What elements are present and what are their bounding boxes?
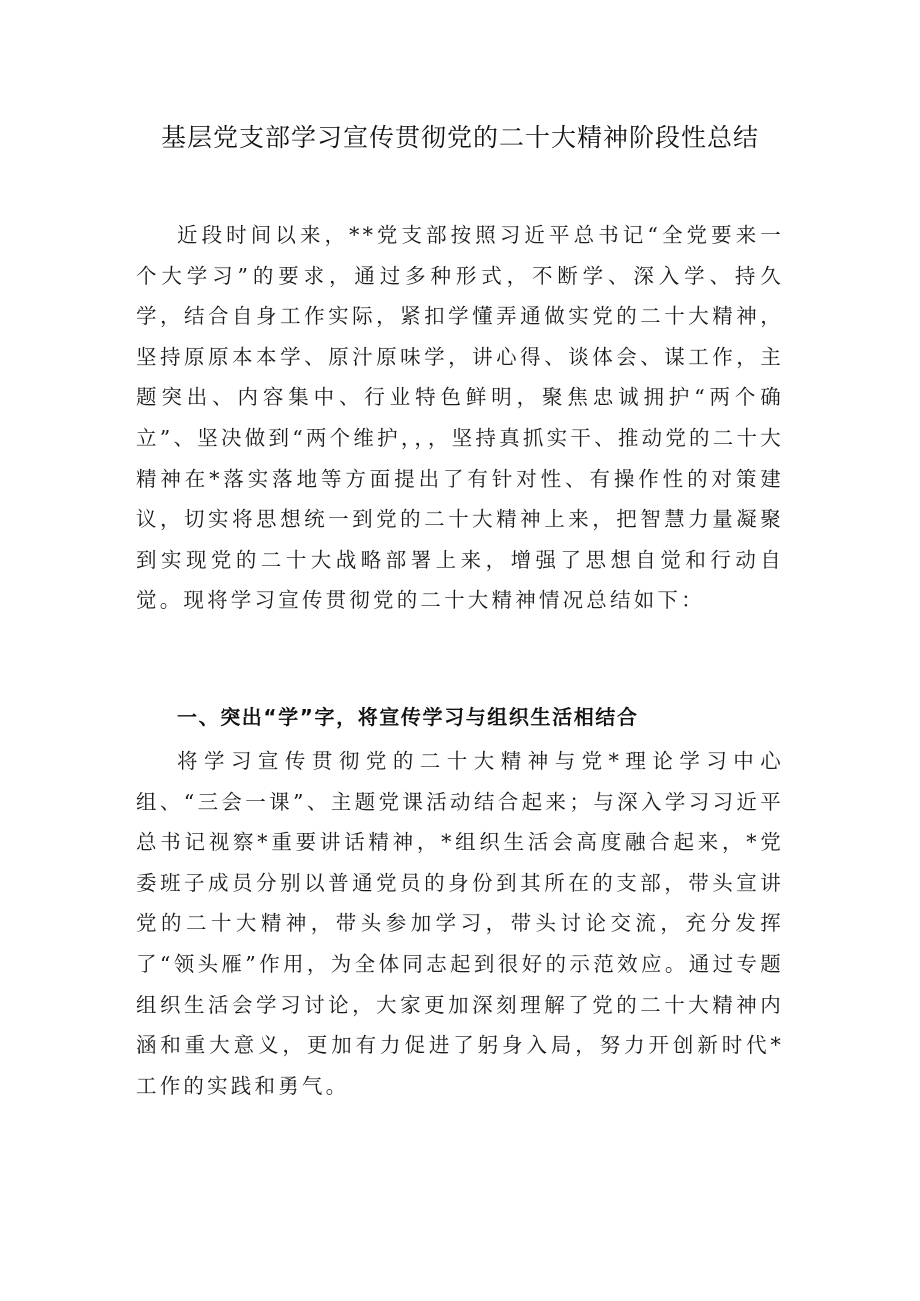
section-paragraph: 将学习宣传贯彻党的二十大精神与党*理论学习中心组、“三会一课”、主题党课活动结合起来；与深入学习习近平总书记视察*重要讲话精神，*组织生活会高度融合起来，*党委班子成员分别以普通党员的身份到其所在的支部，带头宣讲党的二十大精神，带头参加学习，带头讨论交流，充分发挥了“领头雁”作用，为全体同志起到很好的示范效应。通过专题组织生活会学习讨论，大家更加深刻理解了党的二十大精神内涵和重大意义，更加有力促进了躬身入局，努力开创新时代*工作的实践和勇气。: [136, 749, 784, 1098]
intro-paragraph: 近段时间以来，**党支部按照习近平总书记“全党要来一个大学习”的要求，通过多种形式，不断学、深入学、持久学，结合自身工作实际，紧扣学懂弄通做实党的二十大精神，坚持原原本本学、原汁原味学，讲心得、谈体会、谋工作，主题突出、内容集中、行业特色鲜明，聚焦忠诚拥护“两个确立”、坚决做到“两个维护，，，坚持真抓实干、推动党的二十大精神在*落实落地等方面提出了有针对性、有操作性的对策建议，切实将思想统一到党的二十大精神上来，把智慧力量凝聚到实现党的二十大战略部署上来，增强了思想自觉和行动自觉。现将学习宣传贯彻党的二十大精神情况总结如下：: [136, 223, 784, 613]
section-heading: 一、突出“学”字，将宣传学习与组织生活相结合: [177, 705, 639, 729]
document-title: 基层党支部学习宣传贯彻党的二十大精神阶段性总结: [160, 123, 759, 152]
